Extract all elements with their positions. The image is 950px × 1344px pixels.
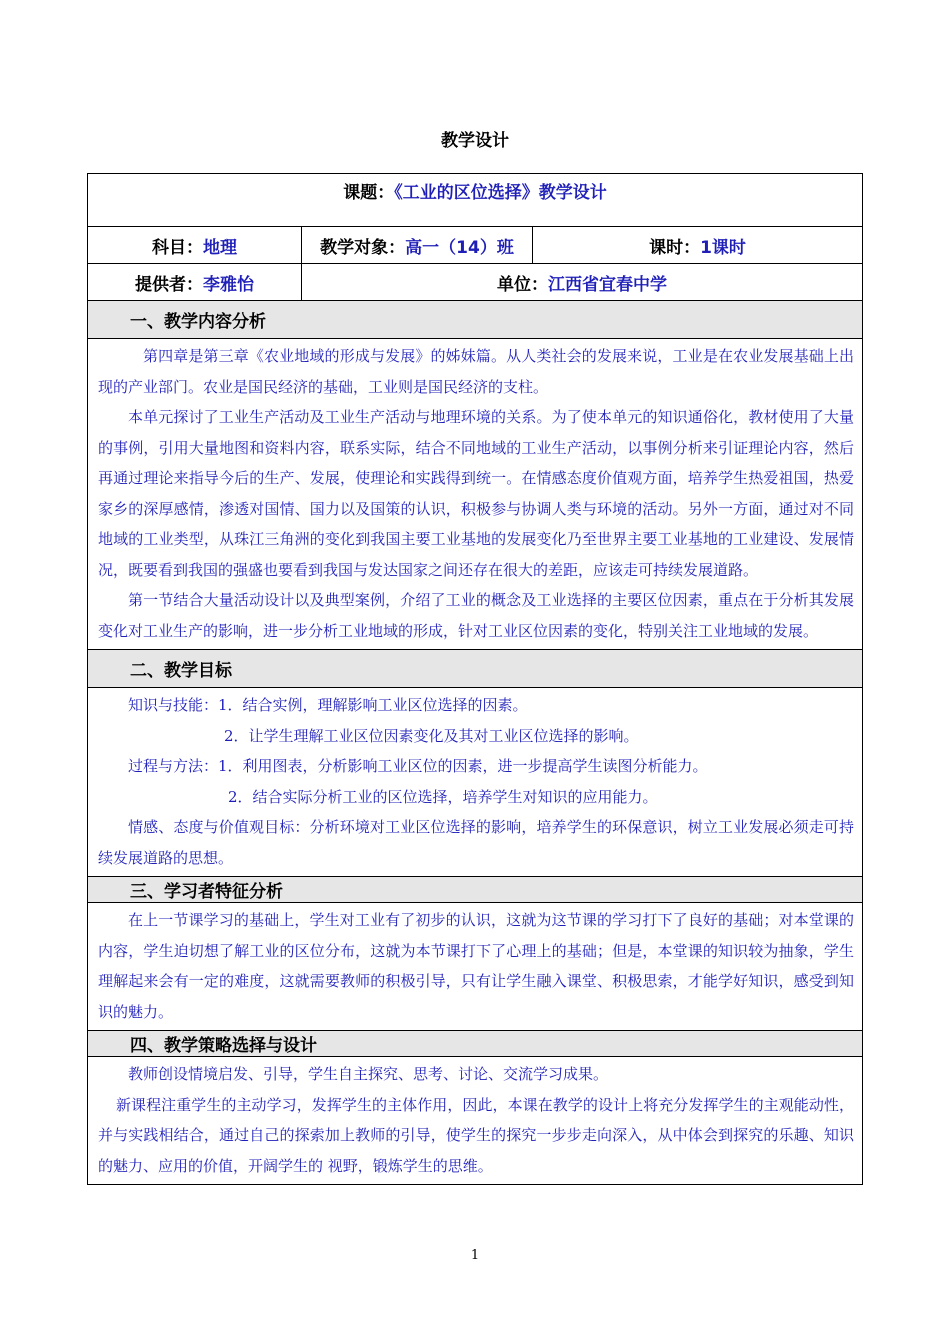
subject-value: 地理 — [203, 237, 237, 258]
strategy-body — [88, 1057, 863, 1185]
unit-cell — [302, 264, 863, 301]
content-analysis-heading: 一、教学内容分析 — [88, 301, 863, 339]
strategy-heading: 四、教学策略选择与设计 — [88, 1031, 863, 1057]
unit-label: 单位： — [497, 274, 548, 295]
strategy-p1: 教师创设情境启发、引导，学生自主探究、思考、讨论、交流学习成果。 — [128, 1065, 609, 1083]
learner-analysis-body — [88, 903, 863, 1031]
lesson-plan-table — [87, 173, 863, 1185]
subject-label: 科目： — [152, 237, 203, 258]
topic-cell — [88, 174, 863, 227]
audience-cell — [302, 227, 533, 264]
unit-value: 江西省宜春中学 — [548, 274, 667, 295]
content-analysis-body-row — [88, 339, 863, 650]
topic-value: 《工业的区位选择》教学设计 — [394, 183, 607, 203]
content-analysis-p3: 第一节结合大量活动设计以及典型案例，介绍了工业的概念及工业选择的主要区位因素，重点在于分析其发展变化对工业生产的影响，进一步分析工业地域的形成，针对工业区位因素的变化，特别关注工业地域的发展。 — [98, 591, 854, 640]
provider-cell — [88, 264, 302, 301]
strategy-head-row — [88, 1031, 863, 1057]
objectives-heading: 二、教学目标 — [88, 650, 863, 688]
objectives-head-row — [88, 650, 863, 688]
learner-analysis-p1: 在上一节课学习的基础上，学生对工业有了初步的认识，这就为这节课的学习打下了良好的基础；对本堂课的内容，学生迫切想了解工业的区位分布，这就为本节课打下了心理上的基础；但是，本堂课的知识较为抽象，学生理解起来会有一定的难度，这就需要教师的积极引导，只有让学生融入课堂、积极思索，才能学好知识，感受到知识的魅力。 — [98, 911, 854, 1021]
learner-head-row — [88, 877, 863, 903]
strategy-body-row — [88, 1057, 863, 1185]
content-analysis-p1: 第四章是第三章《农业地域的形成与发展》的姊妹篇。从人类社会的发展来说，工业是在农业发展基础上出现的产业部门。农业是国民经济的基础，工业则是国民经济的支柱。 — [98, 347, 854, 396]
provider-row — [88, 264, 863, 301]
learner-analysis-heading: 三、学习者特征分析 — [88, 877, 863, 903]
topic-label: 课题： — [343, 183, 395, 203]
hours-label: 课时： — [649, 237, 701, 258]
content-analysis-head-row — [88, 301, 863, 339]
strategy-p2: 新课程注重学生的主动学习，发挥学生的主体作用，因此，本课在教学的设计上将充分发挥学生的主观能动性，并与实践相结合，通过自己的探索加上教师的引导，使学生的探究一步步走向深入，从中体会到探究的乐趣、知识的魅力、应用的价值，开阔学生的 视野，锻炼学生的思维。 — [98, 1095, 854, 1175]
objective-line-3: 过程与方法：1．利用图表，分析影响工业区位的因素，进一步提高学生读图分析能力。 — [128, 757, 708, 775]
hours-value: 1课时 — [700, 237, 746, 258]
objective-line-1: 知识与技能：1．结合实例，理解影响工业区位选择的因素。 — [128, 696, 528, 714]
objectives-body-row — [88, 688, 863, 877]
audience-label: 教学对象： — [320, 237, 406, 258]
content-analysis-p2: 本单元探讨了工业生产活动及工业生产活动与地理环境的关系。为了使本单元的知识通俗化，教材使用了大量的事例，引用大量地图和资料内容，联系实际，结合不同地域的工业生产活动，以事例分析来引证理论内容，然后再通过理论来指导今后的生产、发展，使理论和实践得到统一。在情感态度价值观方面，培养学生热爱祖国，热爱家乡的深厚感情，渗透对国情、国力以及国策的认识，积极参与协调人类与环境的活动。另外一方面，通过对不同地域的工业类型，从珠江三角洲的变化到我国主要工业基地的发展变化乃至世界主要工业基地的工业建设、发展情况，既要看到我国的强盛也要看到我国与发达国家之间还存在很大的差距，应该走可持续发展道路。 — [98, 408, 854, 579]
objective-line-5: 情感、态度与价值观目标：分析环境对工业区位选择的影响，培养学生的环保意识，树立工业发展必须走可持续发展道路的思想。 — [98, 818, 854, 867]
hours-cell — [533, 227, 863, 264]
provider-value: 李雅怡 — [203, 274, 254, 295]
topic-row — [88, 174, 863, 227]
objective-line-2: 2．让学生理解工业区位因素变化及其对工业区位选择的影响。 — [224, 726, 639, 745]
subject-cell — [88, 227, 302, 264]
objective-line-4: 2．结合实际分析工业的区位选择，培养学生对知识的应用能力。 — [228, 787, 658, 806]
page-number: 1 — [470, 1248, 480, 1263]
learner-body-row — [88, 903, 863, 1031]
audience-value: 高一（14）班 — [405, 237, 514, 258]
content-analysis-body — [88, 339, 863, 650]
provider-label: 提供者： — [135, 274, 203, 295]
subject-row — [88, 227, 863, 264]
objectives-body — [88, 688, 863, 877]
document-title: 教学设计 — [441, 131, 509, 151]
